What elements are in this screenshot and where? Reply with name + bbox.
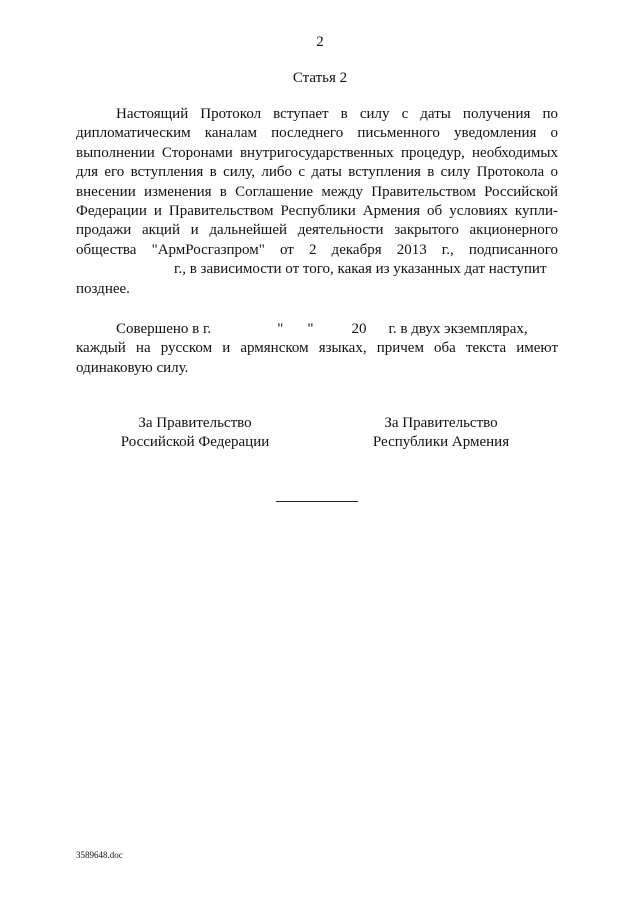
text-line: дипломатическим каналам последнего письменного уведомления о	[76, 125, 558, 142]
paragraph-done-in	[76, 320, 558, 378]
done-in-label: Совершено в г.	[116, 321, 212, 337]
footer-filename: 3589648.doc	[76, 850, 123, 860]
text-line: для его вступления в силу, либо с даты вступления в силу Протокола о	[76, 164, 558, 181]
text-line: позднее.	[76, 280, 130, 297]
year-prefix: 20	[351, 321, 367, 337]
text-line: общества "АрмРосгазпром" от 2 декабря 2013 г., подписанного	[76, 241, 558, 258]
signature-block-russia	[100, 414, 290, 453]
text-line	[76, 320, 558, 339]
text-line: Федерации и Правительством Республики Армения об условиях купли-	[76, 202, 558, 219]
quote-open: "	[277, 321, 284, 337]
text-line: каждый на русском и армянском языках, причем оба текста имеют	[76, 340, 558, 357]
signature-block-armenia	[346, 414, 536, 453]
signature-line: Республики Армения	[372, 434, 510, 451]
text-line: продажи акций и дальнейшей деятельности закрытого акционерного	[76, 222, 558, 239]
signature-line: За Правительство	[384, 415, 498, 431]
quote-close: "	[307, 321, 314, 337]
signature-line: Российской Федерации	[120, 434, 270, 451]
text-line: одинаковую силу.	[76, 359, 189, 376]
paragraph-entry-into-force	[76, 105, 558, 299]
text-line	[76, 260, 558, 279]
signature-line: За Правительство	[138, 415, 252, 431]
copies-text: г. в двух экземплярах,	[388, 321, 528, 337]
page-number: 2	[316, 34, 324, 50]
text-line: Настоящий Протокол вступает в силу с даты получения по	[116, 106, 558, 122]
text-line-content: г., в зависимости от того, какая из указанных дат наступит	[174, 261, 547, 278]
text-line: внесении изменения в Соглашение между Правительством Российской	[76, 183, 558, 200]
separator-line	[276, 501, 358, 502]
article-title: Статья 2	[292, 70, 348, 86]
text-line: выполнении Сторонами внутригосударственных процедур, необходимых	[76, 144, 558, 161]
